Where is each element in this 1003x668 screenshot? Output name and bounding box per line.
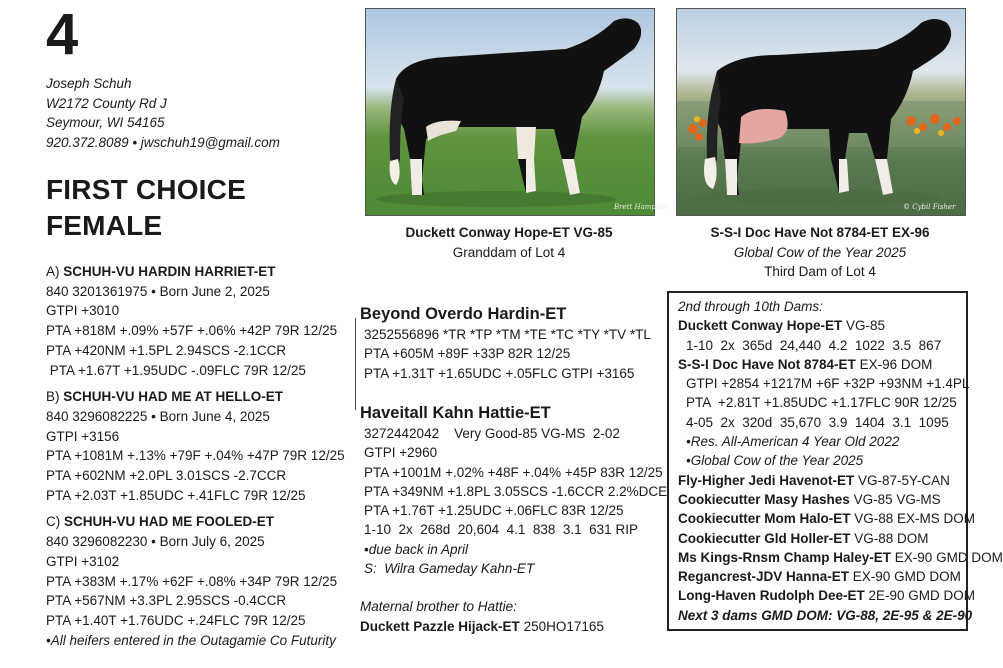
heifer-gtpi: GTPI +3010	[46, 303, 120, 319]
heifer-name: SCHUH-VU HARDIN HARRIET-ET	[63, 264, 276, 279]
dam-record: 1-10 2x 365d 24,440 4.2 1022 3.5 867	[686, 337, 942, 353]
dams-box	[667, 291, 1003, 631]
dam-line: PTA +349NM +1.8PL 3.05SCS -1.6CCR 2.2%DCE	[364, 483, 668, 499]
brother-name: Duckett Pazzle Hijack-ET	[360, 618, 520, 634]
heifer-pta: PTA +2.03T +1.85UDC +.41FLC 79R 12/25	[46, 487, 306, 503]
third-dam-sub: Third Dam of Lot 4	[764, 264, 876, 279]
dam-name: S-S-I Doc Have Not 8784-ET	[678, 356, 856, 372]
dam-gtpi: GTPI +2854 +1217M +6F +32P +93NM +1.4PL	[686, 376, 970, 392]
heifer-gtpi: GTPI +3156	[46, 428, 120, 444]
dams-header: 2nd through 10th Dams:	[678, 299, 823, 314]
third-dam-photo	[676, 8, 966, 216]
heifer-reg: 840 3296082230 • Born July 6, 2025	[46, 534, 265, 550]
dam-class: VG-88 DOM	[850, 530, 929, 546]
heifer-pta: PTA +567NM +3.3PL 2.95SCS -0.4CCR	[46, 593, 287, 609]
dam-3	[678, 355, 966, 374]
dam-sire: S: Wilra Gameday Kahn-ET	[364, 561, 535, 577]
sire-line: 3252556896 *TR *TP *TM *TE *TC *TY *TV *TL	[364, 327, 651, 342]
heifer-pta: PTA +420NM +1.5PL 2.94SCS -2.1CCR	[46, 342, 287, 358]
heifer-pta: PTA +1.40T +1.76UDC +.24FLC 79R 12/25	[46, 612, 306, 628]
brother-entry	[360, 617, 604, 637]
third-dam-caption	[676, 223, 964, 282]
heifer-pta: PTA +602NM +2.0PL 3.01SCS -2.7CCR	[46, 468, 287, 484]
heifer-list	[46, 262, 345, 650]
sire-line: PTA +605M +89F +33P 82R 12/25	[364, 346, 571, 362]
dam-name: Long-Haven Rudolph Dee-ET	[678, 588, 865, 604]
dam-record: 4-05 2x 320d 35,670 3.9 1404 3.1 1095	[686, 414, 949, 430]
heifer-pta: PTA +383M +.17% +62F +.08% +34P 79R 12/25	[46, 573, 338, 589]
dam-line: GTPI +2960	[364, 445, 438, 461]
dam-class: 2E-90 GMD DOM	[864, 588, 976, 604]
dam-name: Cookiecutter Masy Hashes	[678, 491, 850, 507]
dam-line: PTA +1.76T +1.25UDC +.06FLC 83R 12/25	[364, 503, 624, 519]
dam-name: Cookiecutter Gld Holler-ET	[678, 530, 851, 546]
brother-label: Maternal brother to Hattie:	[360, 599, 517, 614]
heifer-pta: PTA +818M +.09% +57F +.06% +42P 79R 12/25	[46, 323, 338, 339]
dam-4	[678, 471, 966, 490]
brother-code: 250HO17165	[519, 618, 604, 634]
heifer-name: SCHUH-VU HAD ME FOOLED-ET	[64, 514, 275, 530]
headline-line2: FEMALE	[46, 210, 163, 241]
dam-name: Ms Kings-Rnsm Champ Haley-ET	[678, 549, 892, 565]
dam-class: EX-90 GMD DOM	[891, 549, 1003, 565]
dam-note: •Res. All-American 4 Year Old 2022	[686, 434, 900, 450]
dam-name: Regancrest-JDV Hanna-ET	[678, 569, 850, 585]
granddam-sub: Granddam of Lot 4	[452, 244, 566, 260]
dam-class: EX-96 DOM	[855, 356, 933, 372]
maternal-brother	[360, 597, 604, 636]
dam-9	[678, 567, 966, 586]
dam-class: VG-85	[842, 318, 886, 334]
dam-record: 1-10 2x 268d 20,604 4.1 838 3.1 631 RIP	[364, 522, 638, 538]
heifer-reg: 840 3201361975 • Born June 2, 2025	[46, 283, 270, 299]
dams-footer: Next 3 dams GMD DOM: VG-88, 2E-95 & 2E-90	[678, 607, 973, 623]
heifer-a-title	[46, 262, 345, 282]
dam-name: Haveitall Kahn Hattie-ET	[360, 404, 551, 422]
dam-class: EX-90 GMD DOM	[849, 569, 961, 585]
heifer-letter: A)	[46, 264, 60, 279]
photo-credit: © Cybil Fisher	[903, 203, 956, 211]
dam-7	[678, 529, 966, 548]
dam-line: 3272442042 Very Good-85 VG-MS 2-02	[364, 426, 620, 441]
dam-pta: PTA +2.81T +1.85UDC +1.17FLC 90R 12/25	[686, 395, 957, 411]
heifer-b	[46, 387, 345, 505]
photo-credit: Brett Hampton	[614, 203, 668, 211]
consignor-city: Seymour, WI 54165	[46, 115, 165, 130]
dam-name: Duckett Conway Hope-ET	[678, 318, 843, 334]
dam-10	[678, 586, 976, 605]
granddam-caption	[365, 223, 653, 262]
cow-image	[366, 9, 668, 215]
headline	[46, 172, 246, 244]
dam-5	[678, 490, 966, 509]
heifer-reg: 840 3296082225 • Born June 4, 2025	[46, 408, 270, 424]
dam-class: VG-87-5Y-CAN	[854, 472, 950, 488]
granddam-name: Duckett Conway Hope-ET VG-85	[405, 225, 613, 240]
dam-note: •Global Cow of the Year 2025	[686, 453, 864, 469]
heifer-letter: B)	[46, 389, 60, 405]
heifers-note: •All heifers entered in the Outagamie Co Futurity	[46, 632, 336, 648]
sire-name: Beyond Overdo Hardin-ET	[360, 305, 567, 323]
dam-class: VG-85 VG-MS	[849, 491, 941, 507]
headline-line1: FIRST CHOICE	[46, 174, 246, 205]
sire-block	[355, 303, 655, 383]
consignor-name: Joseph Schuh	[46, 76, 132, 91]
third-dam-name: S-S-I Doc Have Not 8784-ET EX-96	[710, 225, 930, 240]
consignor-street: W2172 County Rd J	[46, 95, 167, 111]
dam-class: VG-88 EX-MS DOM	[850, 511, 976, 527]
heifer-pta: PTA +1.67T +1.95UDC -.09FLC 79R 12/25	[46, 362, 306, 378]
dam-6	[678, 509, 976, 528]
granddam-photo	[365, 8, 668, 216]
lot-number: 4	[46, 2, 79, 67]
heifer-c	[46, 512, 345, 630]
consignor-contact: 920.372.8089 • jwschuh19@gmail.com	[46, 134, 280, 150]
dam-note: •due back in April	[364, 541, 469, 557]
consignor-address	[46, 74, 280, 152]
dam-2	[678, 316, 966, 335]
third-dam-award: Global Cow of the Year 2025	[733, 244, 907, 260]
dam-name: Cookiecutter Mom Halo-ET	[678, 511, 851, 527]
dam-name: Fly-Higher Jedi Havenot-ET	[678, 472, 855, 488]
cow-image	[677, 9, 965, 215]
heifer-gtpi: GTPI +3102	[46, 553, 120, 569]
heifer-c-title	[46, 512, 345, 532]
dam-block	[360, 402, 667, 578]
dam-line: PTA +1001M +.02% +48F +.04% +45P 83R 12/25	[364, 464, 663, 480]
heifer-b-title	[46, 387, 345, 407]
heifer-letter: C)	[46, 514, 61, 530]
heifer-name: SCHUH-VU HAD ME AT HELLO-ET	[63, 389, 284, 405]
heifer-pta: PTA +1081M +.13% +79F +.04% +47P 79R 12/25	[46, 448, 345, 464]
dam-8	[678, 548, 1003, 567]
heifer-a	[46, 262, 345, 380]
sire-line: PTA +1.31T +1.65UDC +.05FLC GTPI +3165	[364, 365, 635, 381]
